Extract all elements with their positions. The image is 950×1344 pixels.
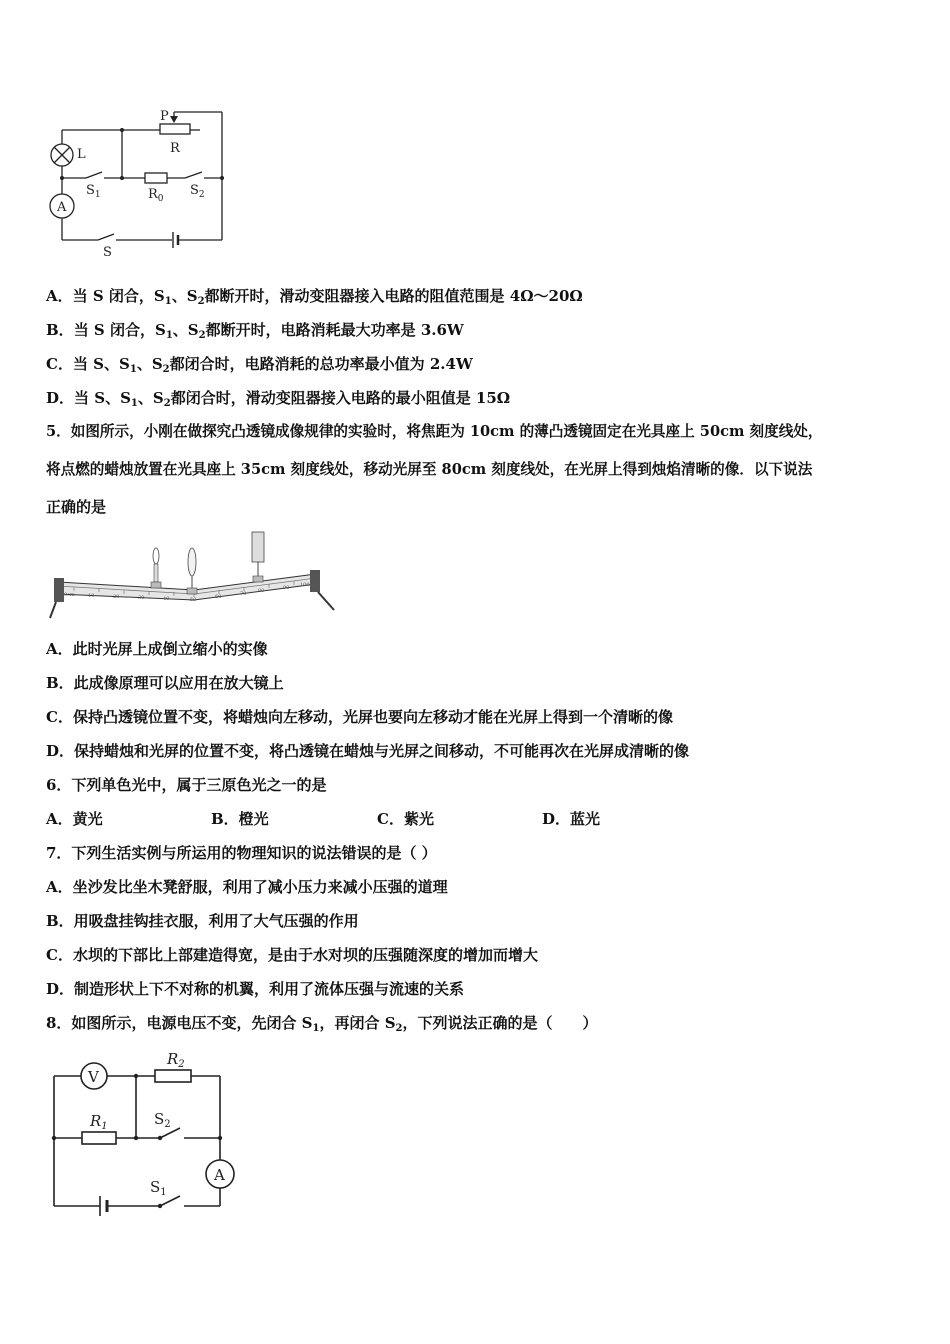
q5-stem-line3: 正确的是 — [46, 498, 107, 516]
bench-tick-70: 70 — [240, 591, 247, 597]
q4-option-a: A．当 S 闭合，$S_1$、$S_2$都断开时，滑动变阻器接入电路的阻值范围是 4Ω～20Ω — [46, 287, 583, 307]
bench-tick-100: 100 — [300, 582, 310, 588]
ammeter-label: A — [57, 200, 67, 215]
q7-option-c: C．水坝的下部比上部建造得宽，是由于水对坝的压强随深度的增加而增大 — [46, 946, 538, 964]
light-screen-icon — [252, 532, 264, 582]
bench-tick-30: 30 — [138, 595, 145, 601]
bench-tick-50: 50 — [190, 597, 197, 603]
q7-stem: 7．下列生活实例与所运用的物理知识的说法错误的是（ ） — [46, 844, 437, 862]
bench-tick-20: 20 — [113, 594, 120, 600]
optical-bench-figure — [44, 526, 339, 626]
q7-option-a: A．坐沙发比坐木凳舒服，利用了减小压力来减小压强的道理 — [46, 878, 448, 896]
q6-option-a: A．黄光 — [46, 810, 103, 828]
q5-option-b: B．此成像原理可以应用在放大镜上 — [46, 674, 284, 692]
q5-option-d: D．保持蜡烛和光屏的位置不变，将凸透镜在蜡烛与光屏之间移动，不可能再次在光屏成清晰的像 — [46, 742, 690, 760]
q5-option-a: A．此时光屏上成倒立缩小的实像 — [46, 640, 268, 658]
q5-stem-line1: 5．如图所示，小刚在做探究凸透镜成像规律的实验时，将焦距为 10cm 的薄凸透镜固定在光具座上 50cm 刻度线处， — [46, 423, 823, 440]
r0-label: $R_0$ — [148, 187, 164, 204]
q4-option-b: B．当 S 闭合，$S_1$、$S_2$都断开时，电路消耗最大功率是 3.6W — [46, 321, 464, 341]
q5-option-c: C．保持凸透镜位置不变，将蜡烛向左移动，光屏也要向左移动才能在光屏上得到一个清晰的像 — [46, 708, 673, 726]
switch-s1-label: $S_1$ — [86, 183, 101, 200]
q6-stem: 6．下列单色光中，属于三原色光之一的是 — [46, 776, 327, 794]
convex-lens-icon — [187, 548, 197, 594]
q8-stem: 8．如图所示，电源电压不变，先闭合 $S_1$，再闭合 $S_2$，下列说法正确的是（ ） — [46, 1014, 598, 1034]
r1-label: $R_1$ — [90, 1112, 108, 1132]
rheostat-p-label: P — [160, 109, 169, 124]
candle-icon — [151, 548, 161, 588]
bench-tick-90: 90 — [283, 585, 290, 591]
rheostat-r-label: R — [170, 141, 180, 156]
bench-tick-10: 10 — [88, 593, 95, 599]
lamp-label: L — [77, 147, 86, 162]
r2-label: $R_2$ — [167, 1050, 185, 1070]
q4-option-c: C．当 S、$S_1$、$S_2$都闭合时，电路消耗的总功率最小值为 2.4W — [46, 355, 473, 375]
q6-option-c: C．紫光 — [377, 810, 434, 828]
switch-s-label: S — [103, 245, 112, 260]
q6-option-b: B．橙光 — [211, 810, 269, 828]
q7-option-d: D．制造形状上下不对称的机翼，利用了流体压强与流速的关系 — [46, 980, 465, 998]
circuit-diagram-q8 — [40, 1044, 250, 1220]
circuit-diagram-q4 — [40, 100, 240, 260]
bench-tick-40: 40 — [163, 596, 170, 602]
q6-option-d: D．蓝光 — [542, 810, 601, 828]
ammeter-label-q8: A — [214, 1166, 225, 1184]
q7-option-b: B．用吸盘挂钩挂衣服，利用了大气压强的作用 — [46, 912, 359, 930]
q5-stem-line2: 将点燃的蜡烛放置在光具座上 35cm 刻度线处，移动光屏至 80cm 刻度线处，在光屏上得到烛焰清晰的像．以下说法 — [46, 461, 813, 478]
switch-s1-label-q8: $S_1$ — [150, 1178, 167, 1198]
bench-tick-80: 80 — [258, 588, 265, 594]
voltmeter-label: V — [88, 1068, 99, 1086]
q4-option-d: D．当 S、$S_1$、$S_2$都闭合时，滑动变阻器接入电路的最小阻值是 15Ω — [46, 389, 511, 409]
switch-s2-label-q8: $S_2$ — [154, 1110, 171, 1130]
switch-s2-label: $S_2$ — [190, 183, 205, 200]
bench-tick-0: 0cm — [64, 592, 75, 598]
bench-tick-60: 60 — [215, 594, 222, 600]
